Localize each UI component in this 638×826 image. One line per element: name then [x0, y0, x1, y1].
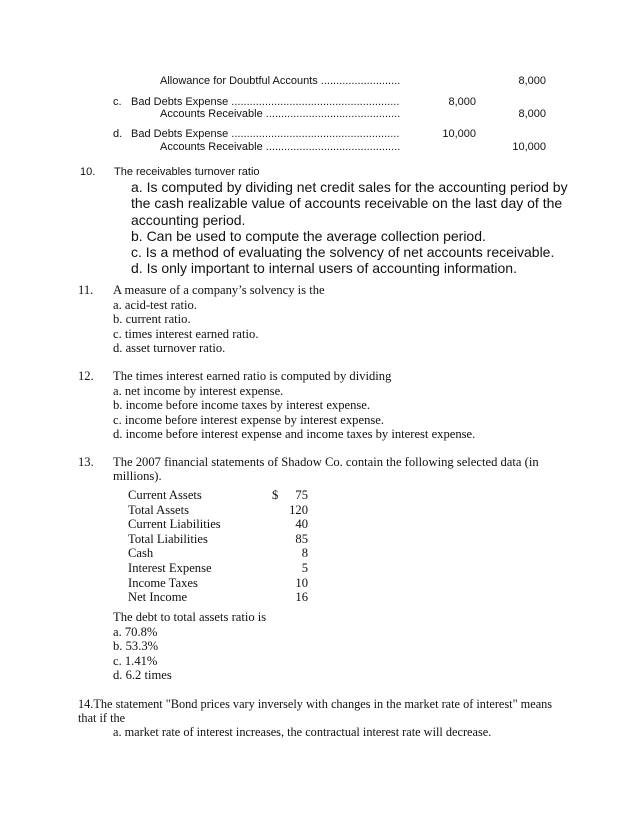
data-value: 85 [295, 531, 308, 546]
data-label: Income Taxes [128, 575, 198, 590]
data-value: 120 [289, 502, 308, 517]
question-11-stem: A measure of a company’s solvency is the [113, 283, 325, 297]
currency-symbol [268, 517, 288, 532]
entry-credit-d: 10,000 [512, 141, 546, 153]
question-14-stem-line2: that if the [78, 711, 126, 725]
data-label: Net Income [128, 590, 188, 605]
question-12-option-a: a. net income by interest expense. [113, 384, 284, 398]
currency-symbol [268, 546, 288, 561]
currency-symbol [268, 576, 288, 591]
entry-debit-c: 8,000 [448, 96, 476, 108]
currency-symbol: $ [272, 488, 279, 502]
data-value: 75 [295, 488, 308, 502]
question-13-option-c: c. 1.41% [113, 654, 158, 668]
entry-credit-account-d: Accounts Receivable ............................................ [160, 141, 401, 153]
question-10-option-d: d. Is only important to internal users of accounting information. [131, 260, 517, 276]
table-row [128, 576, 308, 591]
question-13-option-a: a. 70.8% [113, 625, 158, 639]
currency-symbol [268, 503, 288, 518]
option-c-letter: c. [113, 96, 122, 108]
question-13-option-d: d. 6.2 times [113, 668, 172, 682]
question-12-option-c: c. income before interest expense by interest expense. [113, 413, 385, 427]
data-value: 5 [301, 560, 308, 575]
table-row [128, 503, 308, 518]
option-d-letter: d. [113, 128, 123, 140]
question-13-question: The debt to total assets ratio is [113, 610, 267, 624]
table-row [128, 561, 308, 576]
table-row [128, 532, 308, 547]
currency-symbol [268, 532, 288, 547]
entry-credit-c: 8,000 [518, 108, 546, 120]
question-11-option-d: d. asset turnover ratio. [113, 341, 226, 355]
entry-debit-account-c: Bad Debts Expense ....................................................... [131, 96, 400, 108]
data-label: Total Liabilities [128, 531, 208, 546]
question-12-number: 12. [78, 369, 94, 383]
table-row [128, 546, 308, 561]
currency-symbol [268, 561, 288, 576]
question-11-option-c: c. times interest earned ratio. [113, 327, 259, 341]
table-row [128, 517, 308, 532]
data-label: Interest Expense [128, 560, 212, 575]
data-value: 10 [295, 575, 308, 590]
entry-debit-account-d: Bad Debts Expense ....................................................... [131, 128, 400, 140]
financial-data-table [128, 488, 308, 605]
entry-account-allowance: Allowance for Doubtful Accounts .......................... [160, 75, 401, 87]
data-label: Current Assets [128, 488, 202, 502]
question-13-stem-line2: millions). [113, 469, 162, 483]
question-13-number: 13. [78, 455, 94, 469]
question-14-stem-line1: 14.The statement "Bond prices vary inversely with changes in the market rate of interest" means [78, 697, 553, 711]
entry-credit-allowance: 8,000 [518, 75, 546, 87]
data-value: 16 [295, 590, 308, 605]
question-10-number: 10. [80, 166, 96, 178]
question-13-option-b: b. 53.3% [113, 639, 159, 653]
question-10-option-a: a. Is computed by dividing net credit sales for the accounting period by the cash realizable value of accounts receivable on the last day of the accounting period. [131, 179, 568, 228]
data-label: Current Liabilities [128, 517, 221, 532]
data-label: Total Assets [128, 502, 190, 517]
question-14-option-a: a. market rate of interest increases, the contractual interest rate will decrease. [113, 725, 492, 739]
entry-debit-d: 10,000 [442, 128, 476, 140]
question-10-stem: The receivables turnover ratio [114, 166, 260, 178]
table-row [128, 590, 308, 605]
question-11-option-a: a. acid-test ratio. [113, 298, 197, 312]
question-12-option-d: d. income before interest expense and income taxes by interest expense. [113, 427, 476, 441]
question-10-option-b: b. Can be used to compute the average collection period. [131, 228, 486, 244]
entry-credit-account-c: Accounts Receivable ............................................ [160, 108, 401, 120]
table-row [128, 488, 308, 503]
data-value: 8 [301, 546, 308, 561]
currency-symbol [268, 590, 288, 605]
question-11-option-b: b. current ratio. [113, 312, 191, 326]
question-12-option-b: b. income before income taxes by interest expense. [113, 398, 371, 412]
question-13-stem-line1: The 2007 financial statements of Shadow Co. contain the following selected data (in [113, 455, 539, 469]
question-11-number: 11. [78, 283, 94, 297]
data-value: 40 [295, 517, 308, 532]
question-12-stem: The times interest earned ratio is computed by dividing [113, 369, 392, 383]
question-10-option-c: c. Is a method of evaluating the solvency of net accounts receivable. [131, 244, 555, 260]
data-label: Cash [128, 546, 154, 561]
